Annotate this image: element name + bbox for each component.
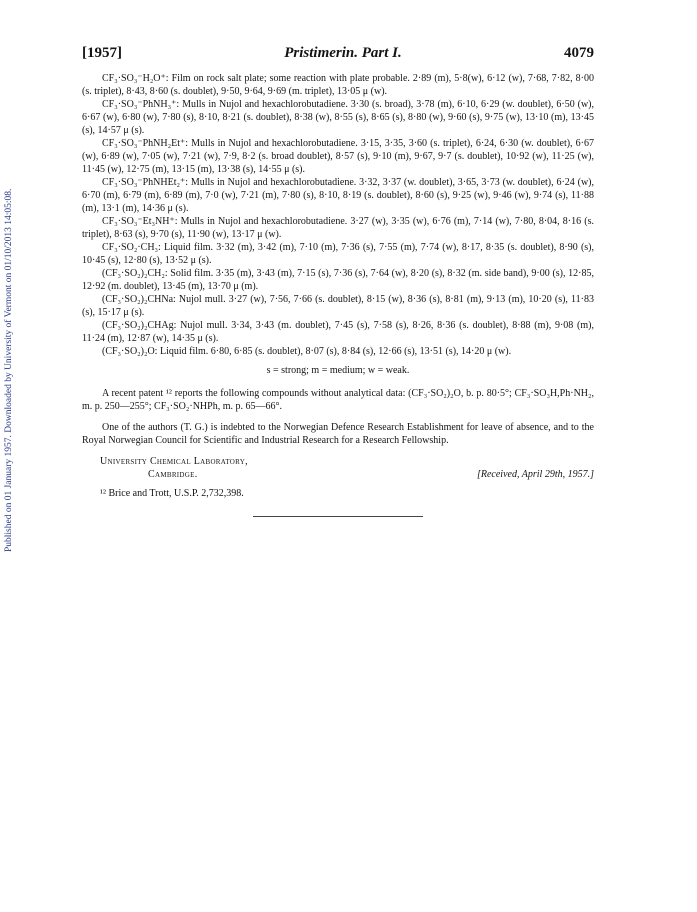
header-title: Pristimerin. Part I. — [284, 45, 402, 61]
spectrum-entry: (CF₃·SO₂)₂O: Liquid film. 6·80, 6·85 (s. doublet), 8·07 (s), 8·84 (s), 12·66 (s), 13·51 (s), 14·20 μ (w). — [102, 346, 512, 357]
spectrum-entry: CF₃·SO₃⁻PhNHEt₂⁺: Mulls in Nujol and hexachlorobutadiene. 3·32, 3·37 (w. doublet), 3·65, 3·73 (w. doublet), 6·24 (w), 6·70 (m), 6·79 (m), 6·89 (m), 7·0 (w), 7·21 (m), 7·80 (s), 8·10, 8·19 (s. doublet), 8·60 (s), 9·25 (w), 9·46 (w), 9·74 (s), 11·88 (m), 13·1 (m), 14·36 μ (s). — [82, 177, 594, 214]
spectrum-entry: CF₃·SO₂·CH₃: Liquid film. 3·32 (m), 3·42 (m), 7·10 (m), 7·36 (s), 7·55 (m), 7·74 (w), 8·17, 8·35 (s. doublet), 8·90 (s), 10·45 (s), 12·80 (s), 13·52 μ (s). — [82, 242, 594, 266]
paper-page — [82, 44, 594, 517]
patent-paragraph: A recent patent ¹² reports the following compounds without analytical data: (CF₃·SO₂)₂O, b. p. 80·5°; CF₃·SO₃H,Ph·NH₂, m. p. 250—255°; CF₃·SO₂·NHPh, m. p. 65—66°. — [82, 388, 594, 412]
spectrum-entry: (CF₃·SO₂)₂CH₂: Solid film. 3·35 (m), 3·43 (m), 7·15 (s), 7·36 (s), 7·64 (w), 8·20 (s), 8·32 (m. side band), 9·00 (s), 12·85, 12·92 (m. doublet), 13·45 (m), 13·70 μ (m). — [82, 268, 594, 292]
laboratory-city: Cambridge. — [148, 469, 198, 480]
footnote-reference: ¹² Brice and Trott, U.S.P. 2,732,398. — [100, 488, 244, 499]
spectrum-entry: CF₃·SO₃⁻Et₃NH⁺: Mulls in Nujol and hexachlorobutadiene. 3·27 (w), 3·35 (w), 6·76 (m), 7·14 (w), 7·80, 8·04, 8·16 (s. triplet), 8·63 (s), 9·70 (s), 11·90 (w), 13·17 μ (w). — [82, 216, 594, 240]
download-watermark: Published on 01 January 1957. Downloaded by University of Vermont on 01/10/2013 14:05:08. — [4, 188, 14, 552]
laboratory-address — [82, 455, 248, 481]
running-header — [82, 44, 594, 62]
intensity-legend: s = strong; m = medium; w = weak. — [266, 365, 410, 376]
spectrum-entry: CF₃·SO₃⁻PhNH₃⁺: Mulls in Nujol and hexachlorobutadiene. 3·30 (s. broad), 3·78 (m), 6·10, 6·29 (w. doublet), 6·50 (w), 6·67 (w), 6·80 (w), 7·80 (s), 8·10, 8·21 (s. doublet), 8·38 (w), 8·55 (s), 8·65 (s), 8·80 (w), 9·60 (s), 9·75 (w), 13·10 (m), 13·45 (s), 14·57 μ (s). — [82, 99, 594, 136]
received-date: [Received, April 29th, 1957.] — [476, 469, 594, 480]
spectrum-entry: CF₃·SO₃⁻H₂O⁺: Film on rock salt plate; some reaction with plate probable. 2·89 (m), 5·8(w), 6·12 (w), 7·68, 7·82, 8·00 (s. triplet), 8·43, 8·60 (s. doublet), 9·50, 9·64, 9·69 (m. triplet), 13·05 μ (w). — [82, 73, 594, 97]
spectrum-entry: (CF₃·SO₂)₂CHAg: Nujol mull. 3·34, 3·43 (m. doublet), 7·45 (s), 7·58 (s), 8·26, 8·36 (s. doublet), 8·88 (m), 9·08 (m), 11·24 (m), 12·87 (w), 14·35 μ (s). — [82, 320, 594, 344]
ir-spectra-list — [82, 72, 594, 358]
laboratory-name: University Chemical Laboratory, — [100, 456, 248, 467]
signature-block — [82, 455, 594, 481]
acknowledgement-paragraph: One of the authors (T. G.) is indebted to the Norwegian Defence Research Establishment for leave of absence, and to the Royal Norwegian Council for Scientific and Industrial Research for a Research Fellowship. — [82, 422, 594, 446]
page-number: 4079 — [564, 45, 594, 61]
spectrum-entry: CF₃·SO₃⁻PhNH₂Et⁺: Mulls in Nujol and hexachlorobutadiene. 3·15, 3·35, 3·60 (s. triplet), 6·24, 6·30 (w. doublet), 6·67 (w), 6·89 (w), 7·05 (w), 7·21 (w), 7·9, 8·2 (s. broad doublet), 8·57 (s), 9·10 (m), 9·67, 9·7 (s. doublet), 10·92 (w), 11·25 (w), 11·45 (w), 12·75 (m), 13·15 (m), 13·38 (s), 14·55 μ (s). — [82, 138, 594, 175]
end-rule — [253, 516, 423, 517]
header-year: [1957] — [82, 45, 122, 61]
spectrum-entry: (CF₃·SO₂)₂CHNa: Nujol mull. 3·27 (w), 7·56, 7·66 (s. doublet), 8·15 (w), 8·36 (s), 8·81 (m), 9·13 (m), 10·20 (s), 11·83 (s), 15·17 μ (s). — [82, 294, 594, 318]
